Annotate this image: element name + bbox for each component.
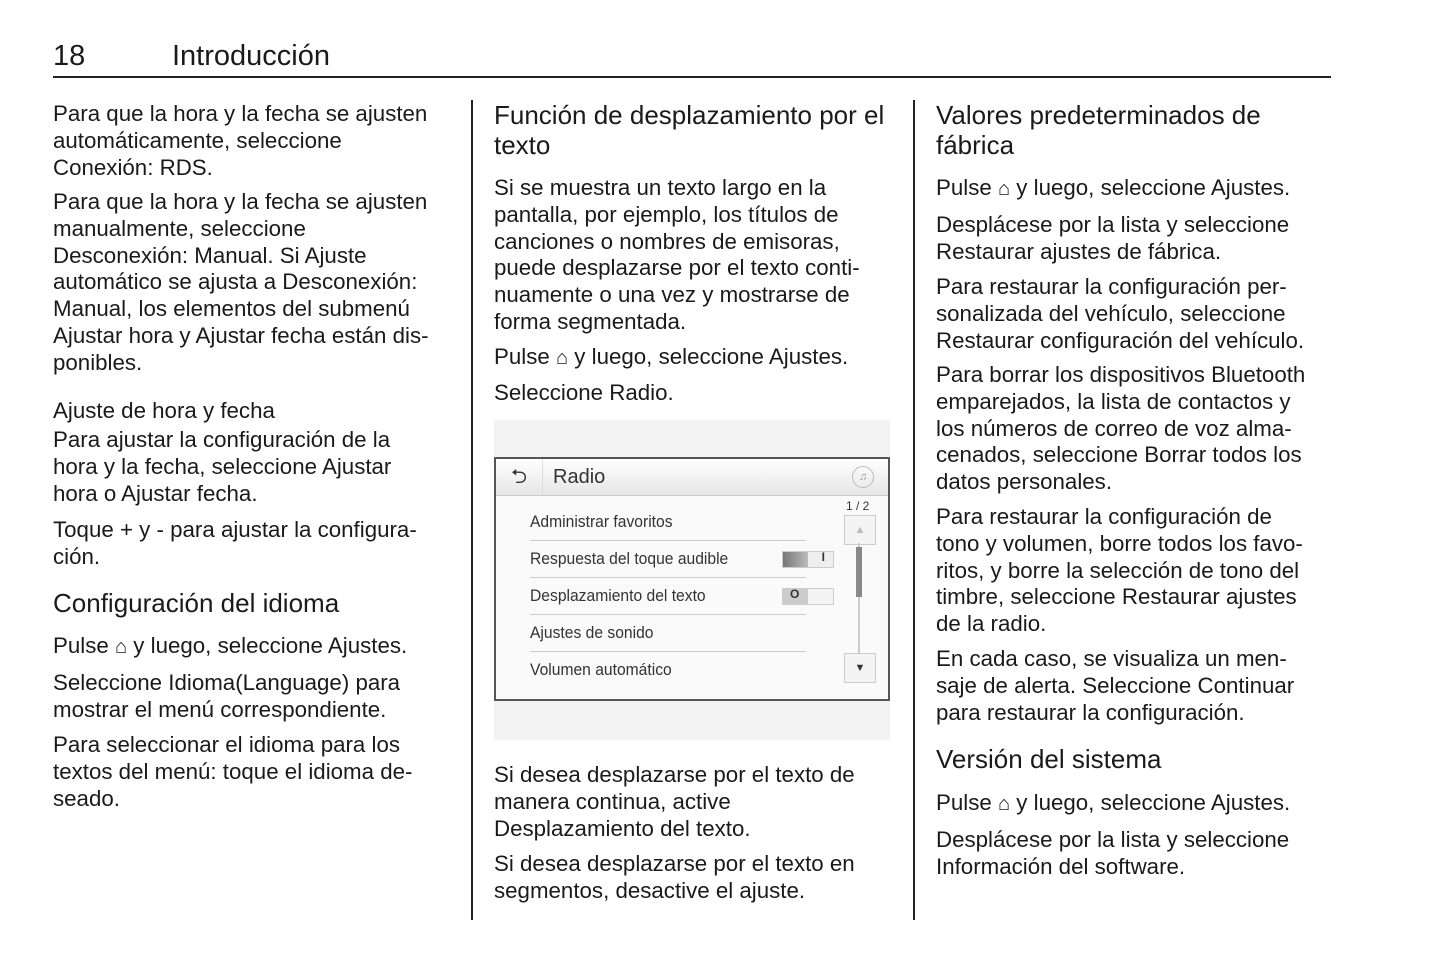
music-note-icon: ♫ bbox=[852, 466, 874, 488]
menu-item: Desplazamiento del texto bbox=[530, 577, 806, 615]
home-icon: ⌂ bbox=[997, 793, 1011, 815]
subheading: Ajuste de hora y fecha bbox=[53, 398, 275, 423]
paragraph: Si se muestra un texto largo en la pantalla, por ejemplo, los títulos de canciones o nombres de emisoras, puede desplazarse por el texto conti- nuamente o una vez y mostrarse de forma segmentada. bbox=[494, 175, 860, 334]
text: Pulse bbox=[53, 633, 109, 658]
menu-item: Volumen automático bbox=[530, 660, 672, 679]
text: Pulse bbox=[936, 790, 992, 815]
title-bar bbox=[496, 459, 888, 496]
page-number: 18 bbox=[53, 40, 86, 72]
paragraph: Para restaurar la configuración de tono y volumen, borre todos los favo- ritos, y borre la selección de tono del timbre, seleccione Restaurar ajustes de la radio. bbox=[936, 504, 1303, 637]
toggle-off bbox=[782, 588, 834, 605]
text: y luego, seleccione Ajustes. bbox=[574, 344, 849, 369]
text: y luego, seleccione Ajustes. bbox=[133, 633, 408, 658]
home-icon: ⌂ bbox=[114, 636, 128, 658]
section-title: Introducción bbox=[172, 40, 330, 72]
screen-title: Radio bbox=[553, 465, 606, 488]
paragraph bbox=[53, 633, 453, 661]
paragraph bbox=[494, 344, 894, 372]
home-icon: ⌂ bbox=[997, 178, 1011, 200]
text: Pulse bbox=[936, 175, 992, 200]
paragraph: Para seleccionar el idioma para los textos del menú: toque el idioma de- seado. bbox=[53, 732, 413, 811]
heading-scroll: Función de desplazamiento por el texto bbox=[494, 100, 885, 160]
column-divider bbox=[471, 100, 473, 920]
heading-language: Configuración del idioma bbox=[53, 588, 340, 618]
header-rule bbox=[53, 76, 1331, 78]
paragraph: Seleccione Idioma(Language) para mostrar el menú correspondiente. bbox=[53, 670, 401, 722]
paragraph: Para ajustar la configuración de la hora y la fecha, seleccione Ajustar hora o Ajustar fecha. bbox=[53, 427, 392, 506]
home-icon: ⌂ bbox=[555, 347, 569, 369]
heading-factory: Valores predeterminados de fábrica bbox=[936, 100, 1261, 160]
column-divider bbox=[913, 100, 915, 920]
menu-item: Respuesta del toque audible bbox=[530, 540, 806, 578]
scroll-down-icon: ▼ bbox=[844, 653, 876, 683]
menu-item: Administrar favoritos bbox=[530, 503, 806, 541]
paragraph: Desplácese por la lista y seleccione Restaurar ajustes de fábrica. bbox=[936, 212, 1290, 264]
toggle-label: I bbox=[821, 550, 825, 564]
paragraph: Para que la hora y la fecha se ajusten manualmente, seleccione Desconexión: Manual. Si Ajuste automático se ajusta a Desconexión: Manual, los elementos del submenú Ajustar hora y Ajustar fecha están dis- ponibles. bbox=[53, 189, 429, 375]
page-indicator: 1 / 2 bbox=[846, 499, 870, 513]
paragraph: Para que la hora y la fecha se ajusten automáticamente, seleccione Conexión: RDS. bbox=[53, 101, 428, 180]
menu-item: Ajustes de sonido bbox=[530, 614, 806, 652]
paragraph: Toque + y - para ajustar la configura- ción. bbox=[53, 517, 417, 569]
paragraph: Seleccione Radio. bbox=[494, 380, 674, 405]
paragraph bbox=[936, 175, 1336, 203]
text: y luego, seleccione Ajustes. bbox=[1016, 175, 1291, 200]
text: y luego, seleccione Ajustes. bbox=[1016, 790, 1291, 815]
paragraph: En cada caso, se visualiza un men- saje de alerta. Seleccione Continuar para restaurar la configuración. bbox=[936, 646, 1295, 725]
radio-screenshot bbox=[494, 420, 890, 740]
toggle-label: O bbox=[790, 587, 800, 601]
back-icon: ⮌ bbox=[496, 459, 543, 495]
text: Pulse bbox=[494, 344, 550, 369]
paragraph: Si desea desplazarse por el texto de manera continua, active Desplazamiento del texto. bbox=[494, 762, 855, 841]
radio-screen bbox=[494, 457, 890, 701]
scroll-up-icon: ▲ bbox=[844, 515, 876, 545]
paragraph bbox=[936, 790, 1336, 818]
heading-version: Versión del sistema bbox=[936, 744, 1162, 774]
paragraph: Si desea desplazarse por el texto en segmentos, desactive el ajuste. bbox=[494, 851, 855, 903]
paragraph: Desplácese por la lista y seleccione Información del software. bbox=[936, 827, 1290, 879]
scrollbar-thumb bbox=[856, 547, 862, 597]
paragraph: Para borrar los dispositivos Bluetooth emparejados, la lista de contactos y los números de correo de voz alma- cenados, seleccione Borrar todos los datos personales. bbox=[936, 362, 1306, 495]
paragraph: Para restaurar la configuración per- sonalizada del vehículo, seleccione Restaurar configuración del vehículo. bbox=[936, 274, 1305, 353]
toggle-on bbox=[782, 551, 834, 568]
